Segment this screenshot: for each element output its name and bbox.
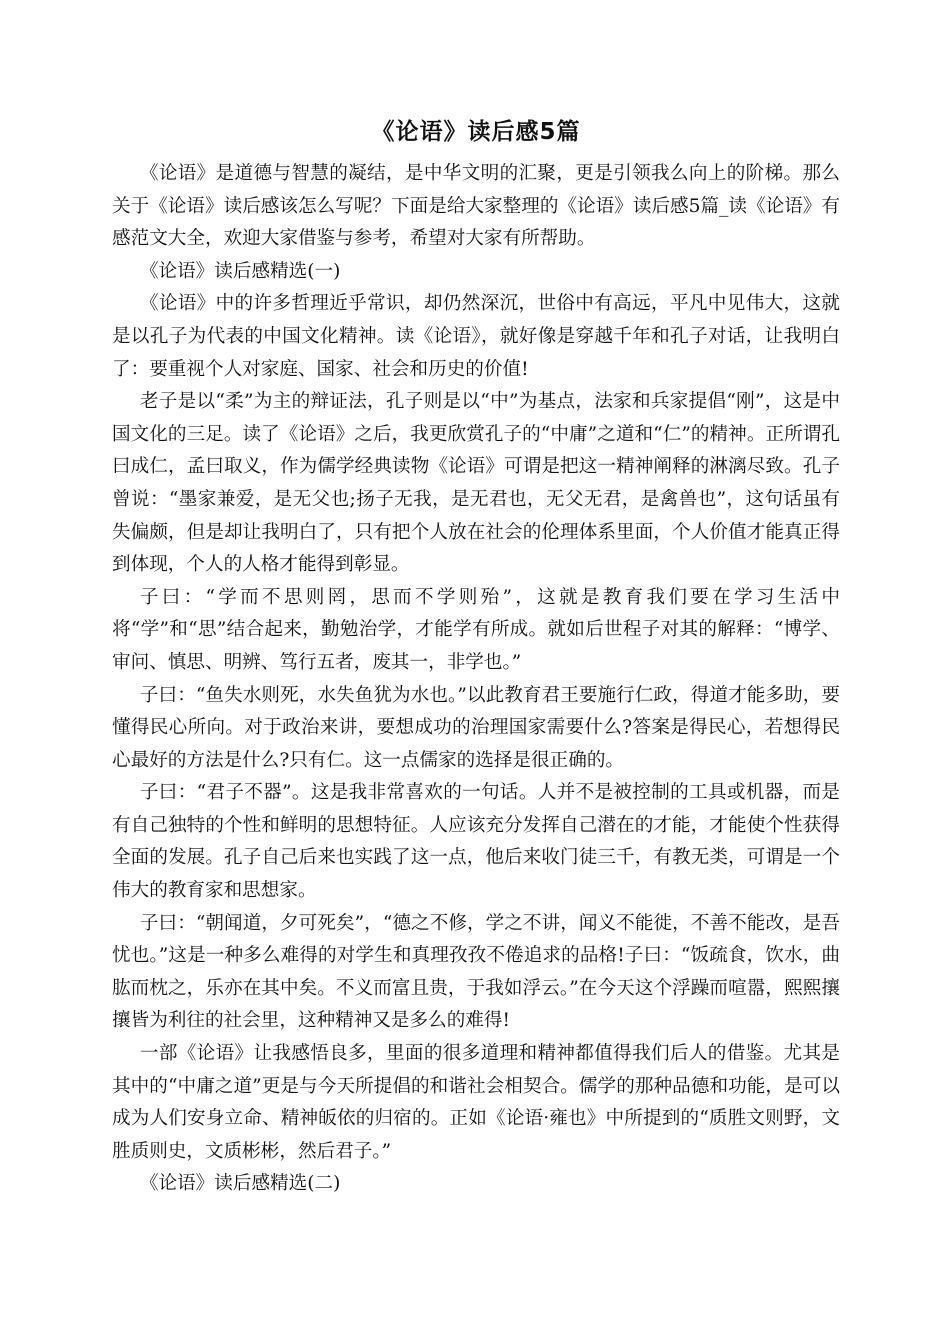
section-heading-2: 《论语》读后感精选(二)	[139, 1173, 341, 1195]
body-paragraph: 子曰：“君子不器”。这是我非常喜欢的一句话。人并不是被控制的工具或机器，而是有自己独特的个性和鲜明的思想特征。人应该充分发挥自己潜在的才能，才能使个性获得全面的发展。孔子自己后来也实践了这一点，他后来收门徒三千，有教无类，可谓是一个伟大的教育家和思想家。	[112, 782, 840, 902]
body-paragraph: 老子是以“柔”为主的辩证法，孔子则是以“中”为基点，法家和兵家提倡“刚”，这是中国文化的三足。读了《论语》之后，我更欣赏孔子的“中庸”之道和“仁”的精神。正所谓孔曰成仁，孟曰取义，作为儒学经典读物《论语》可谓是把这一精神阐释的淋漓尽致。孔子曾说：“墨家兼爱，是无父也;扬子无我，是无君也，无父无君，是禽兽也”，这句话虽有失偏颇，但是却让我明白了，只有把个人放在社会的伦理体系里面，个人价值才能真正得到体现，个人的人格才能得到彰显。	[112, 391, 840, 576]
section-heading-1: 《论语》读后感精选(一)	[139, 260, 341, 282]
body-paragraph: 一部《论语》让我感悟良多，里面的很多道理和精神都值得我们后人的借鉴。尤其是其中的“中庸之道”更是与今天所提倡的和谐社会相契合。儒学的那种品德和功能，是可以成为人们安身立命、精神皈依的归宿的。正如《论语·雍也》中所提到的“质胜文则野，文胜质则史，文质彬彬，然后君子。”	[112, 1043, 840, 1162]
document-page	[112, 112, 840, 1201]
body-paragraph: 子曰：“朝闻道，夕可死矣”，“德之不修，学之不讲，闻义不能徙，不善不能改，是吾忧也。”这是一种多么难得的对学生和真理孜孜不倦追求的品格!子曰：“饭疏食，饮水，曲肱而枕之，乐亦在其中矣。不义而富且贵，于我如浮云。”在今天这个浮躁而喧嚣，熙熙攘攘皆为利往的社会里，这种精神又是多么的难得!	[112, 912, 840, 1032]
body-paragraph: 子曰：“学而不思则罔，思而不学则殆”，这就是教育我们要在学习生活中将“学”和“思”结合起来，勤勉治学，才能学有所成。就如后世程子对其的解释：“博学、审问、慎思、明辨、笃行五者，废其一，非学也。”	[112, 586, 840, 673]
body-paragraph: 《论语》中的许多哲理近乎常识，却仍然深沉，世俗中有高远，平凡中见伟大，这就是以孔子为代表的中国文化精神。读《论语》，就好像是穿越千年和孔子对话，让我明白了：要重视个人对家庭、国家、社会和历史的价值!	[112, 293, 840, 380]
body-paragraph: 子曰：“鱼失水则死，水失鱼犹为水也。”以此教育君王要施行仁政，得道才能多助，要懂得民心所向。对于政治来讲，要想成功的治理国家需要什么?答案是得民心，若想得民心最好的方法是什么?只有仁。这一点儒家的选择是很正确的。	[112, 684, 840, 771]
document-title: 《论语》读后感5篇	[371, 119, 581, 145]
intro-paragraph: 《论语》是道德与智慧的凝结，是中华文明的汇聚，更是引领我么向上的阶梯。那么关于《论语》读后感该怎么写呢？下面是给大家整理的《论语》读后感5篇_读《论语》有感范文大全，欢迎大家借鉴与参考，希望对大家有所帮助。	[112, 163, 840, 250]
